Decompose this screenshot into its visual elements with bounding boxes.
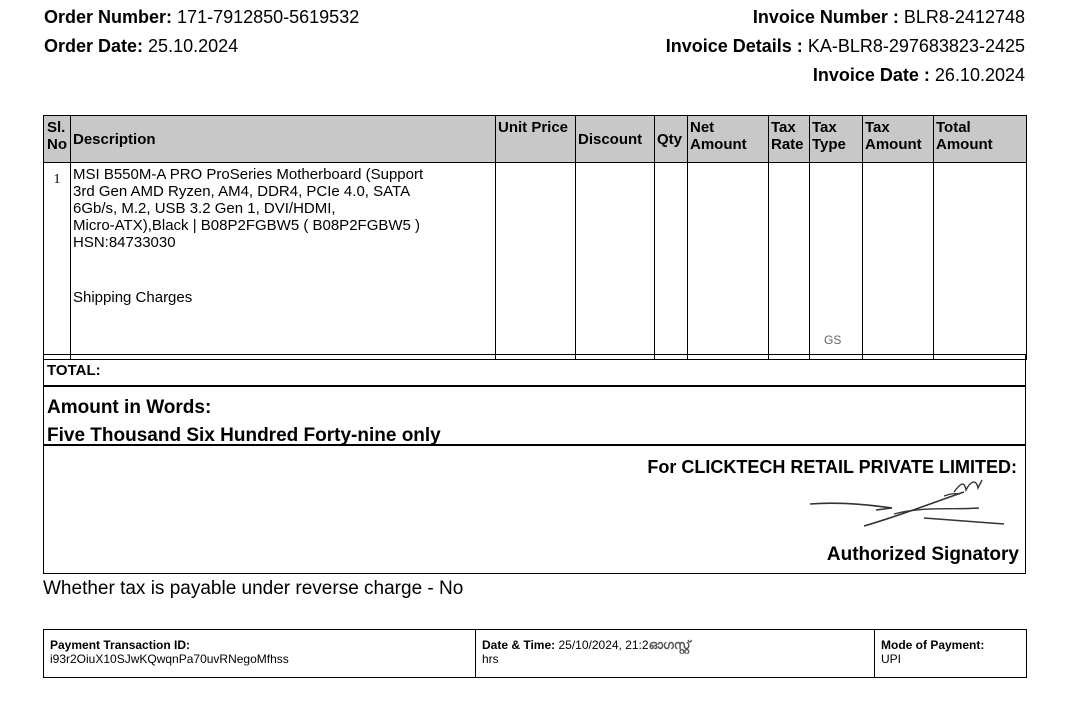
col-net-amount: Net Amount — [688, 116, 769, 163]
shipping-charges: Shipping Charges — [73, 289, 193, 306]
desc-line: MSI B550M-A PRO ProSeries Motherboard (Support — [73, 166, 424, 183]
invoice-details-line — [666, 35, 1025, 64]
row-description — [71, 163, 496, 360]
desc-line: 6Gb/s, M.2, USB 3.2 Gen 1, DVI/HDMI, — [73, 200, 336, 217]
desc-line: 3rd Gen AMD Ryzen, AM4, DDR4, PCIe 4.0, SATA — [73, 183, 411, 200]
tax-type-mark: GS — [824, 333, 842, 347]
datetime-artifact: ഓഗസ്റ്റ് — [648, 638, 691, 652]
col-unit-price: Unit Price — [496, 116, 576, 163]
payment-mode-cell — [875, 630, 1027, 678]
row-discount — [576, 163, 655, 360]
col-sl-line1: Sl. — [47, 119, 66, 136]
datetime-value: 25/10/2024, 21:2 — [558, 638, 649, 652]
datetime-suffix: hrs — [482, 652, 499, 666]
row-net-amount — [688, 163, 769, 360]
col-sl-line2: No — [47, 136, 67, 153]
row-tax-type — [810, 163, 863, 360]
mode-label: Mode of Payment: — [881, 638, 985, 652]
order-date: 25.10.2024 — [148, 36, 239, 56]
invoice-info — [666, 6, 1025, 93]
txn-id: i93r2OiuX10SJwKQwqnPa70uvRNegoMfhss — [50, 652, 289, 666]
order-info — [44, 6, 359, 64]
table-row — [44, 163, 1027, 360]
amount-in-words-label: Amount in Words: — [47, 397, 212, 418]
invoice-number: BLR8-2412748 — [903, 7, 1025, 27]
payment-transaction-cell — [44, 630, 476, 678]
col-tax-amount: Tax Amount — [863, 116, 934, 163]
hsn-code: HSN:84733030 — [73, 234, 176, 251]
order-number: 171-7912850-5619532 — [177, 7, 360, 27]
order-date-line — [44, 35, 359, 64]
order-number-label: Order Number: — [44, 7, 173, 27]
row-unit-price — [496, 163, 576, 360]
payment-datetime-cell — [476, 630, 875, 678]
invoice-number-line — [666, 6, 1025, 35]
reverse-charge-note: Whether tax is payable under reverse charge - No — [43, 578, 464, 599]
payment-table — [43, 629, 1027, 678]
payment-row — [44, 630, 1027, 678]
row-tax-rate — [769, 163, 810, 360]
order-date-label: Order Date: — [44, 36, 144, 56]
datetime-label: Date & Time: — [482, 638, 556, 652]
invoice-details-label: Invoice Details : — [665, 36, 803, 56]
total-row — [43, 354, 1026, 386]
col-tax-type: Tax Type — [810, 116, 863, 163]
invoice-date-line — [666, 64, 1025, 93]
items-table — [43, 115, 1027, 360]
col-total-amount: Total Amount — [934, 116, 1027, 163]
col-description: Description — [71, 116, 496, 163]
invoice-number-label: Invoice Number : — [752, 7, 899, 27]
amount-in-words: Five Thousand Six Hundred Forty-nine only — [47, 425, 441, 446]
total-label: TOTAL: — [47, 362, 101, 379]
authorized-signatory: Authorized Signatory — [826, 544, 1019, 565]
row-total-amount — [934, 163, 1027, 360]
row-qty — [655, 163, 688, 360]
mode-value: UPI — [881, 652, 902, 666]
txn-label: Payment Transaction ID: — [50, 638, 191, 652]
row-tax-amount — [863, 163, 934, 360]
signature-icon — [804, 474, 1014, 534]
amount-in-words-section — [43, 386, 1026, 445]
col-discount: Discount — [576, 116, 655, 163]
invoice-details: KA-BLR8-297683823-2425 — [807, 36, 1025, 56]
invoice-date-label: Invoice Date : — [812, 65, 930, 85]
col-sl-no — [44, 116, 71, 163]
desc-line: Micro-ATX),Black | B08P2FGBW5 ( B08P2FGBW5 ) — [73, 217, 421, 234]
col-tax-rate: Tax Rate — [769, 116, 810, 163]
order-number-line — [44, 6, 359, 35]
company-name: For CLICKTECH RETAIL PRIVATE LIMITED: — [647, 457, 1017, 477]
table-header-row — [44, 116, 1027, 163]
signature-section — [43, 445, 1026, 574]
row-sl-no: 1 — [44, 163, 71, 360]
col-qty: Qty — [655, 116, 688, 163]
invoice-date: 26.10.2024 — [934, 65, 1025, 85]
